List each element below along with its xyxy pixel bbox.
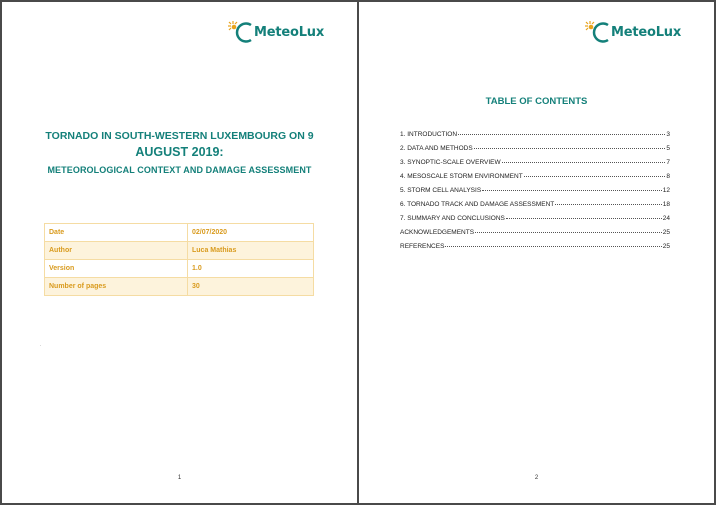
toc-entry[interactable]: [400, 229, 670, 243]
detail-value: 02/07/2020: [188, 224, 314, 242]
toc-entry-page: 25: [662, 243, 670, 250]
toc-entry-label: ACKNOWLEDGEMENTS: [400, 229, 475, 236]
page-number: 2: [534, 475, 539, 481]
toc-entry[interactable]: [400, 173, 670, 187]
toc-entry[interactable]: [400, 145, 670, 159]
toc-entry[interactable]: [400, 159, 670, 173]
toc-entry[interactable]: [400, 187, 670, 201]
detail-label: Number of pages: [45, 278, 188, 296]
toc-leader-dots: [474, 148, 666, 149]
toc-entry-label: 7. SUMMARY AND CONCLUSIONS: [400, 215, 505, 222]
toc-entry-label: 3. SYNOPTIC-SCALE OVERVIEW: [400, 159, 501, 166]
document-subtitle: METEOROLOGICAL CONTEXT AND DAMAGE ASSESSMENT: [47, 165, 312, 175]
toc-entry[interactable]: [400, 215, 670, 229]
detail-label: Version: [45, 260, 188, 278]
toc-leader-dots: [445, 246, 661, 247]
toc-leader-dots: [502, 162, 666, 163]
toc-entry-page: 3: [666, 131, 670, 138]
toc-entry-page: 18: [662, 201, 670, 208]
toc-entry[interactable]: [400, 243, 670, 257]
toc-leader-dots: [458, 134, 665, 135]
sun-cloud-icon: [584, 20, 614, 44]
toc-leader-dots: [555, 204, 662, 205]
page-number: 1: [177, 475, 182, 481]
toc-entry-page: 12: [662, 187, 670, 194]
title-line-2: AUGUST 2019:: [135, 145, 224, 159]
toc-entry-label: REFERENCES: [400, 243, 445, 250]
toc-entry-page: 25: [662, 229, 670, 236]
page-2: [359, 2, 714, 503]
toc-entry-page: 7: [666, 159, 670, 166]
toc-leader-dots: [506, 218, 662, 219]
title-line-1: TORNADO IN SOUTH-WESTERN LUXEMBOURG ON 9: [45, 130, 314, 142]
document-details-table: [44, 223, 314, 296]
detail-label: Date: [45, 224, 188, 242]
toc-leader-dots: [475, 232, 662, 233]
table-row: [45, 278, 314, 296]
detail-value: 30: [188, 278, 314, 296]
toc-entry-label: 2. DATA AND METHODS: [400, 145, 473, 152]
table-row: [45, 260, 314, 278]
sun-cloud-icon: [227, 20, 257, 44]
page-1: [2, 2, 357, 503]
toc-leader-dots: [482, 190, 662, 191]
toc-heading: TABLE OF CONTENTS: [485, 96, 588, 107]
detail-value: Luca Mathias: [188, 242, 314, 260]
table-of-contents: [400, 131, 670, 257]
detail-label: Author: [45, 242, 188, 260]
table-row: [45, 224, 314, 242]
logo-text: MeteoLux: [611, 25, 682, 40]
toc-entry-page: 24: [662, 215, 670, 222]
toc-leader-dots: [524, 176, 666, 177]
toc-entry-label: 5. STORM CELL ANALYSIS: [400, 187, 482, 194]
meteolux-logo: [227, 20, 327, 44]
toc-entry[interactable]: [400, 201, 670, 215]
stray-mark: .: [40, 342, 42, 348]
toc-entry-label: 4. MESOSCALE STORM ENVIRONMENT: [400, 173, 523, 180]
document-title: [32, 128, 327, 160]
toc-entry[interactable]: [400, 131, 670, 145]
toc-entry-page: 8: [666, 173, 670, 180]
toc-entry-label: 1. INTRODUCTION: [400, 131, 458, 138]
toc-entry-label: 6. TORNADO TRACK AND DAMAGE ASSESSMENT: [400, 201, 555, 208]
meteolux-logo: [584, 20, 684, 44]
logo-text: MeteoLux: [254, 25, 325, 40]
toc-entry-page: 5: [666, 145, 670, 152]
table-row: [45, 242, 314, 260]
detail-value: 1.0: [188, 260, 314, 278]
